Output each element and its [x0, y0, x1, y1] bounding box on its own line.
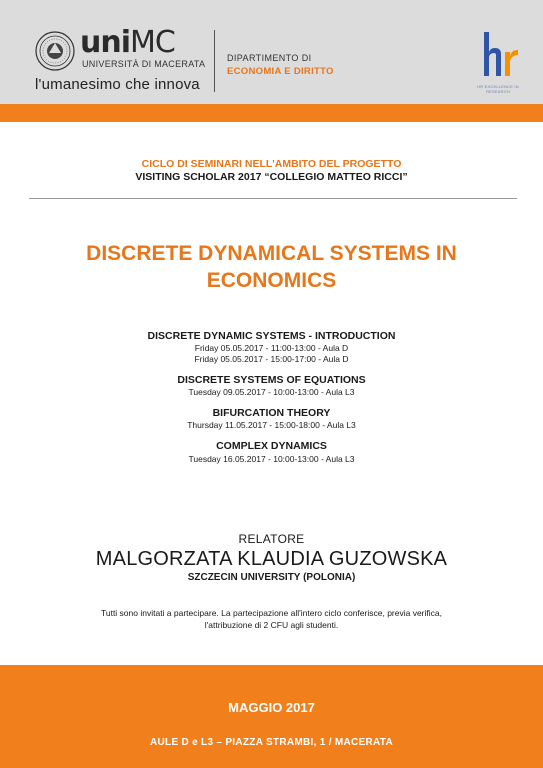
speaker-name: MALGORZATA KLAUDIA GUZOWSKA [95, 548, 448, 570]
event-location: AULE D e L3 – PIAZZA STRAMBI, 1 / MACERATA [150, 737, 393, 748]
session-title: DISCRETE DYNAMIC SYSTEMS - INTRODUCTION [147, 330, 396, 342]
unimc-logo [80, 26, 175, 60]
university-name: UNIVERSITÀ DI MACERATA [82, 59, 206, 69]
speaker-label: RELATORE [238, 532, 305, 546]
project-name: VISITING SCHOLAR 2017 “COLLEGIO MATTEO RICCI” [135, 171, 408, 183]
session-date: Friday 05.05.2017 - 11:00-13:00 - Aula D [194, 343, 349, 353]
session-date: Tuesday 16.05.2017 - 10:00-13:00 - Aula L3 [188, 454, 355, 464]
session-title: DISCRETE SYSTEMS OF EQUATIONS [177, 374, 366, 386]
university-seal-icon [35, 31, 75, 71]
logo-uni: uni [80, 25, 130, 60]
session-date: Thursday 11.05.2017 - 15:00-18:00 - Aula L3 [187, 420, 356, 430]
session-date: Friday 05.05.2017 - 15:00-17:00 - Aula D [194, 354, 349, 364]
header-divider [214, 30, 215, 92]
hr-excellence-logo-icon [478, 28, 520, 80]
notice-line-1: Tutti sono invitati a partecipare. La partecipazione all'intero ciclo conferisce, previa verifica, [100, 608, 442, 618]
hr-logo-caption: HR EXCELLENCE IN RESEARCH [477, 84, 519, 94]
university-tagline: l'umanesimo che innova [35, 76, 200, 93]
title-line-2: ECONOMICS [206, 269, 337, 292]
session-date: Tuesday 09.05.2017 - 10:00-13:00 - Aula L3 [188, 387, 355, 397]
title-line-1: DISCRETE DYNAMICAL SYSTEMS IN [86, 242, 457, 265]
event-month: MAGGIO 2017 [228, 700, 315, 715]
page-title [0, 240, 543, 294]
department-name: ECONOMIA E DIRITTO [227, 66, 334, 77]
session-title: BIFURCATION THEORY [212, 407, 331, 419]
department-label: DIPARTIMENTO DI [227, 53, 312, 63]
session-title: COMPLEX DYNAMICS [216, 440, 327, 452]
section-divider [29, 198, 517, 199]
notice-line-2: l'attribuzione di 2 CFU agli studenti. [204, 620, 339, 630]
footer-band [0, 665, 543, 768]
seminar-cycle-label: CICLO DI SEMINARI NELL'AMBITO DEL PROGETTO [141, 158, 402, 170]
orange-strip [0, 104, 543, 122]
speaker-affiliation: SZCZECIN UNIVERSITY (POLONIA) [187, 572, 356, 583]
logo-mc: MC [130, 25, 175, 60]
